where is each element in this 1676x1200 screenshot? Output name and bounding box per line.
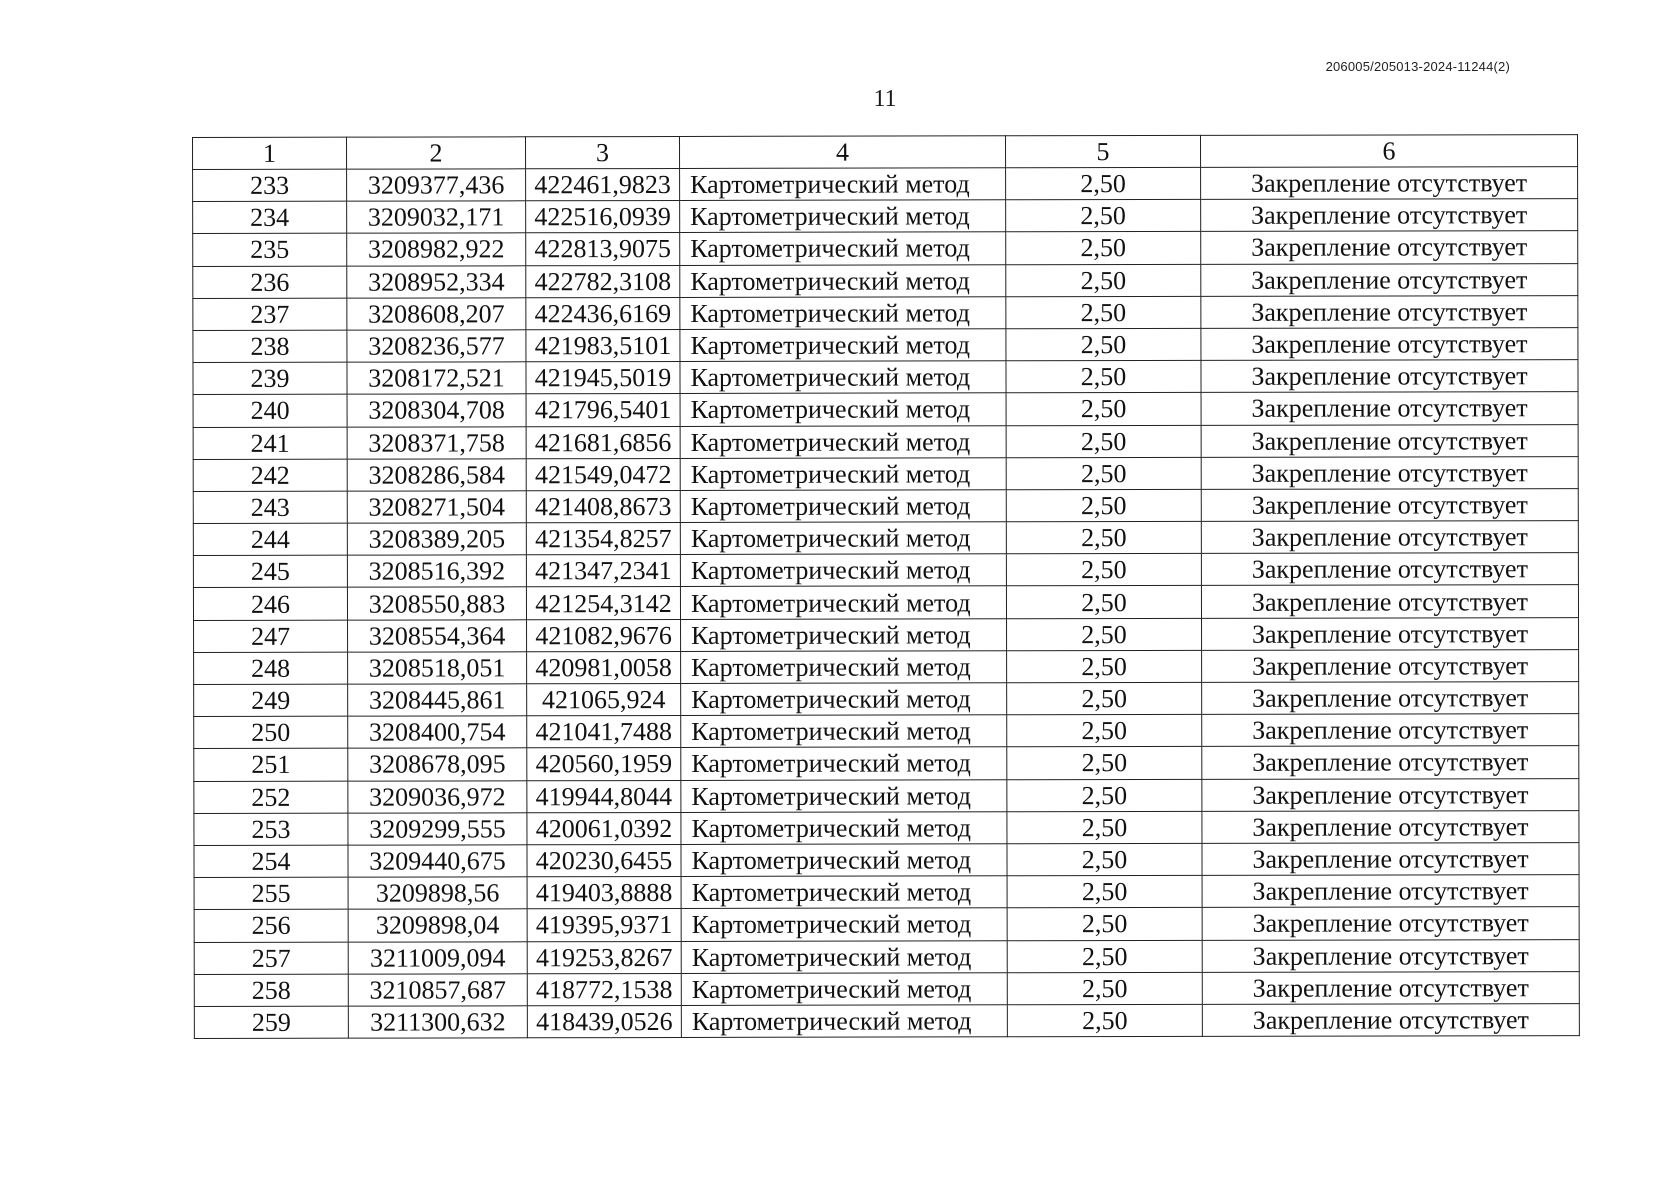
accuracy-cell: 2,50 (1006, 425, 1201, 458)
x-coordinate-cell: 3209036,972 (348, 780, 527, 813)
x-coordinate-cell: 3209898,56 (348, 877, 527, 910)
y-coordinate-cell: 421681,6856 (526, 426, 680, 459)
x-coordinate-cell: 3209440,675 (348, 845, 527, 878)
table-row (193, 424, 1578, 459)
page-number: 11 (873, 86, 897, 112)
fixation-cell: Закрепление отсутствует (1202, 843, 1579, 876)
x-coordinate-cell: 3211300,632 (348, 1006, 527, 1039)
point-number-cell: 242 (193, 459, 347, 492)
y-coordinate-cell: 421549,0472 (526, 458, 680, 491)
table-row (194, 907, 1579, 942)
fixation-cell: Закрепление отсутствует (1201, 231, 1578, 264)
method-cell: Картометрический метод (680, 554, 1006, 587)
method-cell: Картометрический метод (680, 490, 1006, 523)
accuracy-cell: 2,50 (1007, 682, 1202, 715)
accuracy-cell: 2,50 (1007, 908, 1202, 941)
y-coordinate-cell: 422782,3108 (526, 265, 680, 298)
x-coordinate-cell: 3208304,708 (347, 394, 526, 427)
point-number-cell: 235 (193, 234, 347, 267)
y-coordinate-cell: 421347,2341 (526, 555, 680, 588)
point-number-cell: 241 (193, 427, 347, 460)
accuracy-cell: 2,50 (1007, 650, 1202, 683)
fixation-cell: Закрепление отсутствует (1202, 714, 1579, 747)
fixation-cell: Закрепление отсутствует (1201, 488, 1578, 521)
accuracy-cell: 2,50 (1007, 876, 1202, 909)
x-coordinate-cell: 3208516,392 (347, 555, 526, 588)
point-number-cell: 249 (194, 684, 348, 717)
document-code: 206005/205013-2024-11244(2) (1325, 59, 1510, 74)
point-number-cell: 253 (194, 813, 348, 846)
fixation-cell: Закрепление отсутствует (1201, 360, 1578, 393)
y-coordinate-cell: 422813,9075 (526, 233, 680, 266)
x-coordinate-cell: 3208172,521 (347, 362, 526, 395)
table-row (193, 521, 1578, 556)
accuracy-cell: 2,50 (1006, 586, 1201, 619)
accuracy-cell: 2,50 (1006, 328, 1201, 361)
fixation-cell: Закрепление отсутствует (1201, 424, 1578, 457)
accuracy-cell: 2,50 (1006, 489, 1201, 522)
point-number-cell: 248 (194, 652, 348, 685)
x-coordinate-cell: 3208400,754 (348, 716, 527, 749)
coordinates-table (192, 134, 1580, 1039)
accuracy-cell: 2,50 (1007, 972, 1202, 1005)
table-row (194, 714, 1579, 749)
x-coordinate-cell: 3210857,687 (348, 973, 527, 1006)
fixation-cell: Закрепление отсутствует (1201, 456, 1578, 489)
table-row (194, 1003, 1579, 1038)
accuracy-cell: 2,50 (1006, 457, 1201, 490)
fixation-cell: Закрепление отсутствует (1201, 392, 1578, 425)
y-coordinate-cell: 419395,9371 (527, 909, 681, 942)
point-number-cell: 246 (193, 588, 347, 621)
accuracy-cell: 2,50 (1007, 747, 1202, 780)
table-row (193, 199, 1578, 234)
table-row (194, 810, 1579, 845)
y-coordinate-cell: 421408,8673 (526, 490, 680, 523)
fixation-cell: Закрепление отсутствует (1202, 746, 1579, 779)
table-body (193, 167, 1580, 1039)
accuracy-cell: 2,50 (1007, 940, 1202, 973)
table-row (194, 875, 1579, 910)
point-number-cell: 244 (193, 523, 347, 556)
y-coordinate-cell: 421796,5401 (526, 394, 680, 427)
method-cell: Картометрический метод (680, 329, 1006, 362)
method-cell: Картометрический метод (680, 457, 1006, 490)
point-number-cell: 234 (193, 201, 347, 234)
table-row (194, 649, 1579, 684)
accuracy-cell: 2,50 (1007, 843, 1202, 876)
fixation-cell: Закрепление отсутствует (1201, 167, 1578, 200)
table-row (193, 456, 1578, 491)
column-header-6: 6 (1200, 135, 1577, 168)
method-cell: Картометрический метод (681, 812, 1007, 845)
method-cell: Картометрический метод (681, 972, 1007, 1005)
fixation-cell: Закрепление отсутствует (1202, 1003, 1579, 1036)
method-cell: Картометрический метод (681, 683, 1007, 716)
method-cell: Картометрический метод (681, 618, 1007, 651)
table-row (193, 392, 1578, 427)
y-coordinate-cell: 418439,0526 (527, 1005, 681, 1038)
column-header-4: 4 (680, 136, 1006, 169)
x-coordinate-cell: 3208952,334 (347, 265, 526, 298)
table-row (193, 263, 1578, 298)
x-coordinate-cell: 3211009,094 (348, 941, 527, 974)
y-coordinate-cell: 421945,5019 (526, 362, 680, 395)
column-header-3: 3 (526, 136, 680, 168)
x-coordinate-cell: 3208236,577 (347, 330, 526, 363)
table-row (194, 682, 1579, 717)
table-row (193, 295, 1578, 330)
x-coordinate-cell: 3208389,205 (347, 523, 526, 556)
y-coordinate-cell: 420230,6455 (527, 844, 681, 877)
x-coordinate-cell: 3208554,364 (348, 619, 527, 652)
point-number-cell: 254 (194, 845, 348, 878)
accuracy-cell: 2,50 (1006, 296, 1201, 329)
column-header-2: 2 (347, 137, 526, 169)
fixation-cell: Закрепление отсутствует (1201, 263, 1578, 296)
point-number-cell: 247 (194, 620, 348, 653)
fixation-cell: Закрепление отсутствует (1201, 585, 1578, 618)
x-coordinate-cell: 3208286,584 (347, 458, 526, 491)
method-cell: Картометрический метод (681, 651, 1007, 684)
accuracy-cell: 2,50 (1007, 811, 1202, 844)
accuracy-cell: 2,50 (1006, 521, 1201, 554)
fixation-cell: Закрепление отсутствует (1202, 778, 1579, 811)
x-coordinate-cell: 3208608,207 (347, 298, 526, 331)
table-row (193, 328, 1578, 363)
method-cell: Картометрический метод (681, 1005, 1007, 1038)
y-coordinate-cell: 422436,6169 (526, 297, 680, 330)
accuracy-cell: 2,50 (1007, 715, 1202, 748)
x-coordinate-cell: 3209377,436 (347, 169, 526, 202)
x-coordinate-cell: 3208550,883 (347, 587, 526, 620)
table-row (193, 553, 1578, 588)
method-cell: Картометрический метод (680, 168, 1006, 201)
fixation-cell: Закрепление отсутствует (1202, 617, 1579, 650)
y-coordinate-cell: 418772,1538 (527, 973, 681, 1006)
fixation-cell: Закрепление отсутствует (1202, 810, 1579, 843)
point-number-cell: 259 (194, 1006, 348, 1039)
method-cell: Картометрический метод (681, 747, 1007, 780)
table-row (193, 360, 1578, 395)
point-number-cell: 233 (193, 169, 347, 202)
method-cell: Картометрический метод (680, 586, 1006, 619)
y-coordinate-cell: 420061,0392 (527, 812, 681, 845)
accuracy-cell: 2,50 (1006, 200, 1201, 233)
fixation-cell: Закрепление отсутствует (1201, 553, 1578, 586)
accuracy-cell: 2,50 (1006, 167, 1201, 200)
method-cell: Картометрический метод (680, 200, 1006, 233)
point-number-cell: 237 (193, 298, 347, 331)
x-coordinate-cell: 3209032,171 (347, 201, 526, 234)
fixation-cell: Закрепление отсутствует (1202, 907, 1579, 940)
x-coordinate-cell: 3209299,555 (348, 813, 527, 846)
accuracy-cell: 2,50 (1006, 393, 1201, 426)
table-row (194, 939, 1579, 974)
method-cell: Картометрический метод (681, 779, 1007, 812)
method-cell: Картометрический метод (680, 264, 1006, 297)
table-row (193, 231, 1578, 266)
accuracy-cell: 2,50 (1007, 1004, 1202, 1037)
point-number-cell: 257 (194, 942, 348, 975)
method-cell: Картометрический метод (681, 715, 1007, 748)
method-cell: Картометрический метод (681, 844, 1007, 877)
point-number-cell: 245 (193, 555, 347, 588)
point-number-cell: 240 (193, 394, 347, 427)
fixation-cell: Закрепление отсутствует (1201, 295, 1578, 328)
y-coordinate-cell: 421065,924 (527, 683, 681, 716)
point-number-cell: 256 (194, 909, 348, 942)
fixation-cell: Закрепление отсутствует (1201, 199, 1578, 232)
y-coordinate-cell: 421041,7488 (527, 716, 681, 749)
method-cell: Картометрический метод (681, 908, 1007, 941)
accuracy-cell: 2,50 (1006, 264, 1201, 297)
x-coordinate-cell: 3208678,095 (348, 748, 527, 781)
point-number-cell: 250 (194, 716, 348, 749)
x-coordinate-cell: 3208445,861 (348, 684, 527, 717)
method-cell: Картометрический метод (680, 297, 1006, 330)
point-number-cell: 243 (193, 491, 347, 524)
method-cell: Картометрический метод (680, 361, 1006, 394)
point-number-cell: 255 (194, 877, 348, 910)
table-row (194, 778, 1579, 813)
y-coordinate-cell: 421354,8257 (526, 523, 680, 556)
x-coordinate-cell: 3208982,922 (347, 233, 526, 266)
x-coordinate-cell: 3208371,758 (347, 426, 526, 459)
column-header-1: 1 (193, 137, 347, 169)
point-number-cell: 258 (194, 974, 348, 1007)
accuracy-cell: 2,50 (1007, 618, 1202, 651)
point-number-cell: 251 (194, 749, 348, 782)
method-cell: Картометрический метод (680, 522, 1006, 555)
table-row (194, 746, 1579, 781)
x-coordinate-cell: 3208518,051 (348, 652, 527, 685)
y-coordinate-cell: 419944,8044 (527, 780, 681, 813)
fixation-cell: Закрепление отсутствует (1202, 971, 1579, 1004)
method-cell: Картометрический метод (681, 876, 1007, 909)
table-row (193, 167, 1578, 202)
y-coordinate-cell: 420981,0058 (527, 651, 681, 684)
fixation-cell: Закрепление отсутствует (1201, 328, 1578, 361)
table-row (194, 617, 1579, 652)
y-coordinate-cell: 421082,9676 (527, 619, 681, 652)
table-header-row (193, 135, 1578, 170)
fixation-cell: Закрепление отсутствует (1202, 939, 1579, 972)
point-number-cell: 236 (193, 266, 347, 299)
fixation-cell: Закрепление отсутствует (1201, 521, 1578, 554)
x-coordinate-cell: 3209898,04 (348, 909, 527, 942)
method-cell: Картометрический метод (680, 393, 1006, 426)
point-number-cell: 252 (194, 781, 348, 814)
accuracy-cell: 2,50 (1006, 232, 1201, 265)
fixation-cell: Закрепление отсутствует (1202, 875, 1579, 908)
accuracy-cell: 2,50 (1006, 361, 1201, 394)
accuracy-cell: 2,50 (1006, 554, 1201, 587)
y-coordinate-cell: 420560,1959 (527, 748, 681, 781)
method-cell: Картометрический метод (681, 940, 1007, 973)
y-coordinate-cell: 419403,8888 (527, 877, 681, 910)
x-coordinate-cell: 3208271,504 (347, 491, 526, 524)
fixation-cell: Закрепление отсутствует (1202, 682, 1579, 715)
table-row (194, 971, 1579, 1006)
fixation-cell: Закрепление отсутствует (1202, 649, 1579, 682)
table-row (193, 585, 1578, 620)
point-number-cell: 238 (193, 330, 347, 363)
table-row (194, 843, 1579, 878)
accuracy-cell: 2,50 (1007, 779, 1202, 812)
table-row (193, 488, 1578, 523)
y-coordinate-cell: 421983,5101 (526, 329, 680, 362)
method-cell: Картометрический метод (680, 425, 1006, 458)
y-coordinate-cell: 422516,0939 (526, 201, 680, 234)
y-coordinate-cell: 421254,3142 (526, 587, 680, 620)
point-number-cell: 239 (193, 362, 347, 395)
y-coordinate-cell: 419253,8267 (527, 941, 681, 974)
column-header-5: 5 (1005, 135, 1200, 167)
method-cell: Картометрический метод (680, 232, 1006, 265)
y-coordinate-cell: 422461,9823 (526, 168, 680, 201)
